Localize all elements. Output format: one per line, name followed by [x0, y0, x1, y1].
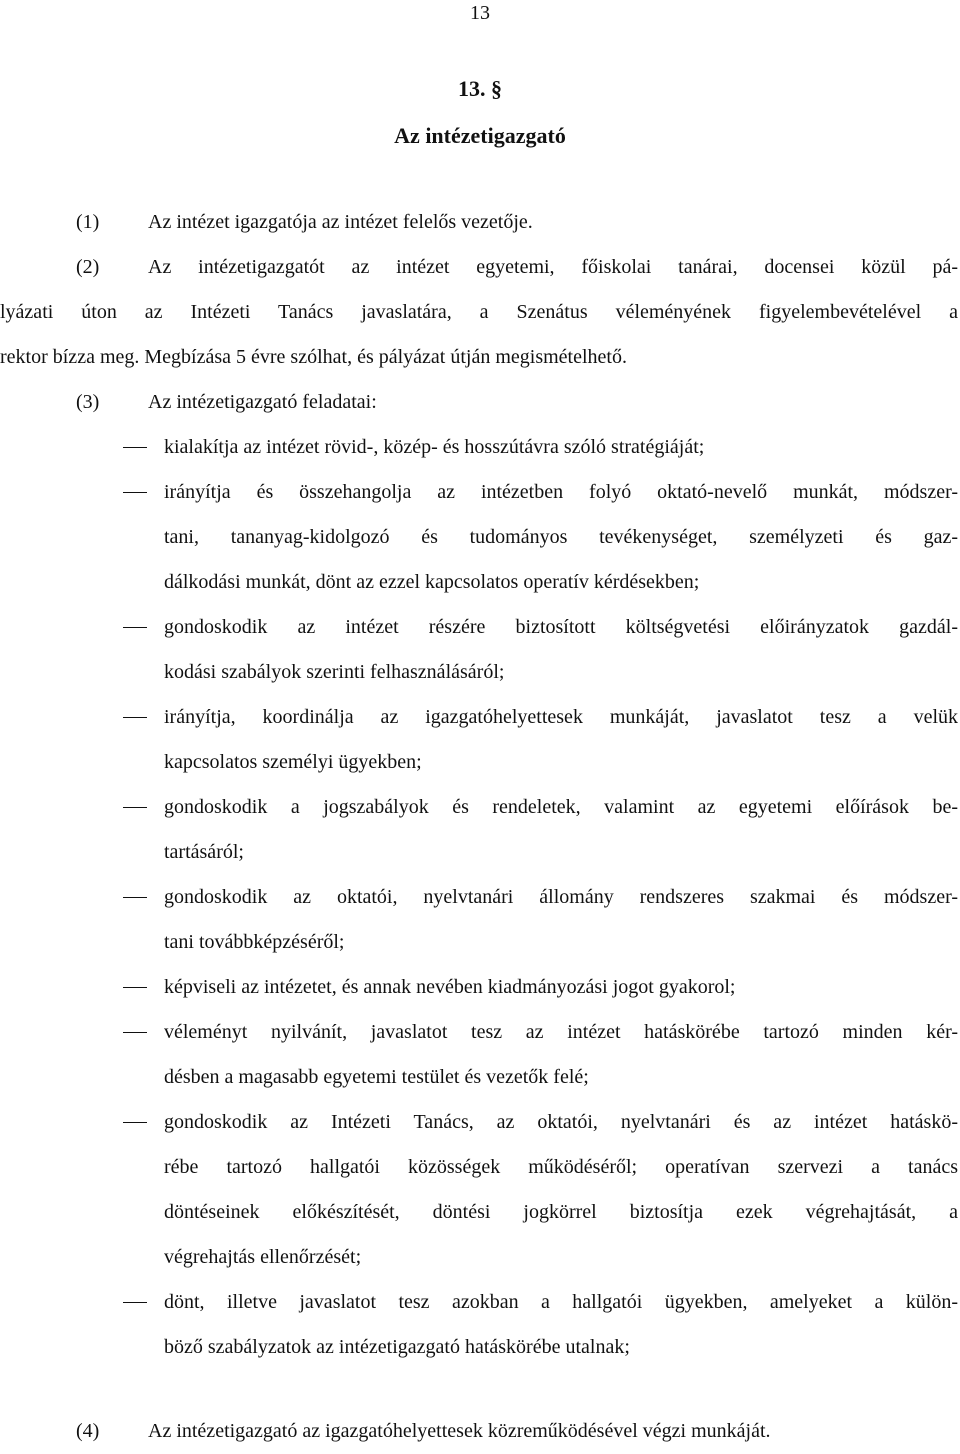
paragraph-text: Az intézet igazgatója az intézet felelős vezetője. [148, 211, 533, 233]
list-item-line: döntéseinek előkészítését, döntési jogkörrel biztosítja ezek végrehajtását, a [164, 1201, 958, 1223]
paragraph-text: Az intézetigazgató az igazgatóhelyettesek közreműködésével végzi munkáját. [148, 1420, 771, 1442]
dash-bullet [123, 492, 147, 493]
list-item-line: kialakítja az intézet rövid-, közép- és hosszútávra szóló stratégiáját; [164, 436, 705, 458]
dash-bullet [123, 717, 147, 718]
list-item-line: kapcsolatos személyi ügyekben; [164, 751, 422, 773]
paragraph-4 [0, 1409, 958, 1454]
duties-list [0, 425, 958, 1370]
paragraph-1 [0, 200, 958, 245]
list-item-line: irányítja, koordinálja az igazgatóhelyettesek munkáját, javaslatot tesz a velük [164, 706, 958, 728]
dash-bullet [123, 987, 147, 988]
list-item-line: tartásáról; [164, 841, 244, 863]
dash-bullet [123, 807, 147, 808]
dash-bullet [123, 447, 147, 448]
list-item-line: véleményt nyilvánít, javaslatot tesz az intézet hatáskörébe tartozó minden kér- [164, 1021, 958, 1043]
section-title: Az intézetigazgató [394, 123, 566, 148]
paragraph-number: (4) [76, 1420, 100, 1442]
list-item [0, 875, 958, 965]
list-item-line: désben a magasabb egyetemi testület és vezetők felé; [164, 1066, 589, 1088]
list-item-line: rébe tartozó hallgatói közösségek működéséről; operatívan szervezi a tanács [164, 1156, 958, 1178]
list-item-line: kodási szabályok szerinti felhasználásáról; [164, 661, 505, 683]
paragraph-number: (3) [76, 391, 100, 413]
list-item-line: dálkodási munkát, dönt az ezzel kapcsolatos operatív kérdésekben; [164, 571, 700, 593]
list-item-line: dönt, illetve javaslatot tesz azokban a hallgatói ügyekben, amelyeket a külön- [164, 1291, 958, 1313]
paragraph-line: (2) Az intézetigazgatót az intézet egyetemi, főiskolai tanárai, docensei közül pá- [0, 245, 958, 290]
paragraph-number: (1) [76, 211, 100, 233]
paragraph-line: lyázati úton az Intézeti Tanács javaslatára, a Szenátus véleményének figyelembevételével a [0, 301, 958, 323]
list-item-line: végrehajtás ellenőrzését; [164, 1246, 362, 1268]
list-item [0, 470, 958, 605]
paragraph-number: (2) [76, 256, 100, 278]
list-item-line: gondoskodik a jogszabályok és rendeletek, valamint az egyetemi előírások be- [164, 796, 958, 818]
list-item [0, 965, 958, 1010]
paragraph-3 [0, 380, 958, 425]
list-item [0, 695, 958, 785]
list-item-line: képviseli az intézetet, és annak nevében kiadmányozási jogot gyakorol; [164, 976, 736, 998]
dash-bullet [123, 1032, 147, 1033]
dash-bullet [123, 627, 147, 628]
list-item [0, 605, 958, 695]
page-number: 13 [470, 2, 490, 24]
paragraph-2 [0, 245, 958, 380]
list-item-line: gondoskodik az Intézeti Tanács, az oktatói, nyelvtanári és az intézet hatáskö- [164, 1111, 958, 1133]
list-item-line: gondoskodik az intézet részére biztosított költségvetési előirányzatok gazdál- [164, 616, 958, 638]
list-item-line: tani továbbképzéséről; [164, 931, 345, 953]
dash-bullet [123, 897, 147, 898]
list-item [0, 785, 958, 875]
dash-bullet [123, 1302, 147, 1303]
dash-bullet [123, 1122, 147, 1123]
section-number: 13. § [458, 76, 502, 101]
list-item [0, 425, 958, 470]
list-item-line: böző szabályzatok az intézetigazgató hatáskörébe utalnak; [164, 1336, 630, 1358]
list-item-line: gondoskodik az oktatói, nyelvtanári állomány rendszeres szakmai és módszer- [164, 886, 958, 908]
list-item-line: tani, tananyag-kidolgozó és tudományos tevékenységet, személyzeti és gaz- [164, 526, 958, 548]
list-item [0, 1100, 958, 1280]
paragraph-line: rektor bízza meg. Megbízása 5 évre szólhat, és pályázat útján megismételhető. [0, 346, 627, 368]
list-item [0, 1010, 958, 1100]
list-item [0, 1280, 958, 1370]
list-item-line: irányítja és összehangolja az intézetben folyó oktató-nevelő munkát, módszer- [164, 481, 958, 503]
paragraph-text: Az intézetigazgató feladatai: [148, 391, 377, 413]
